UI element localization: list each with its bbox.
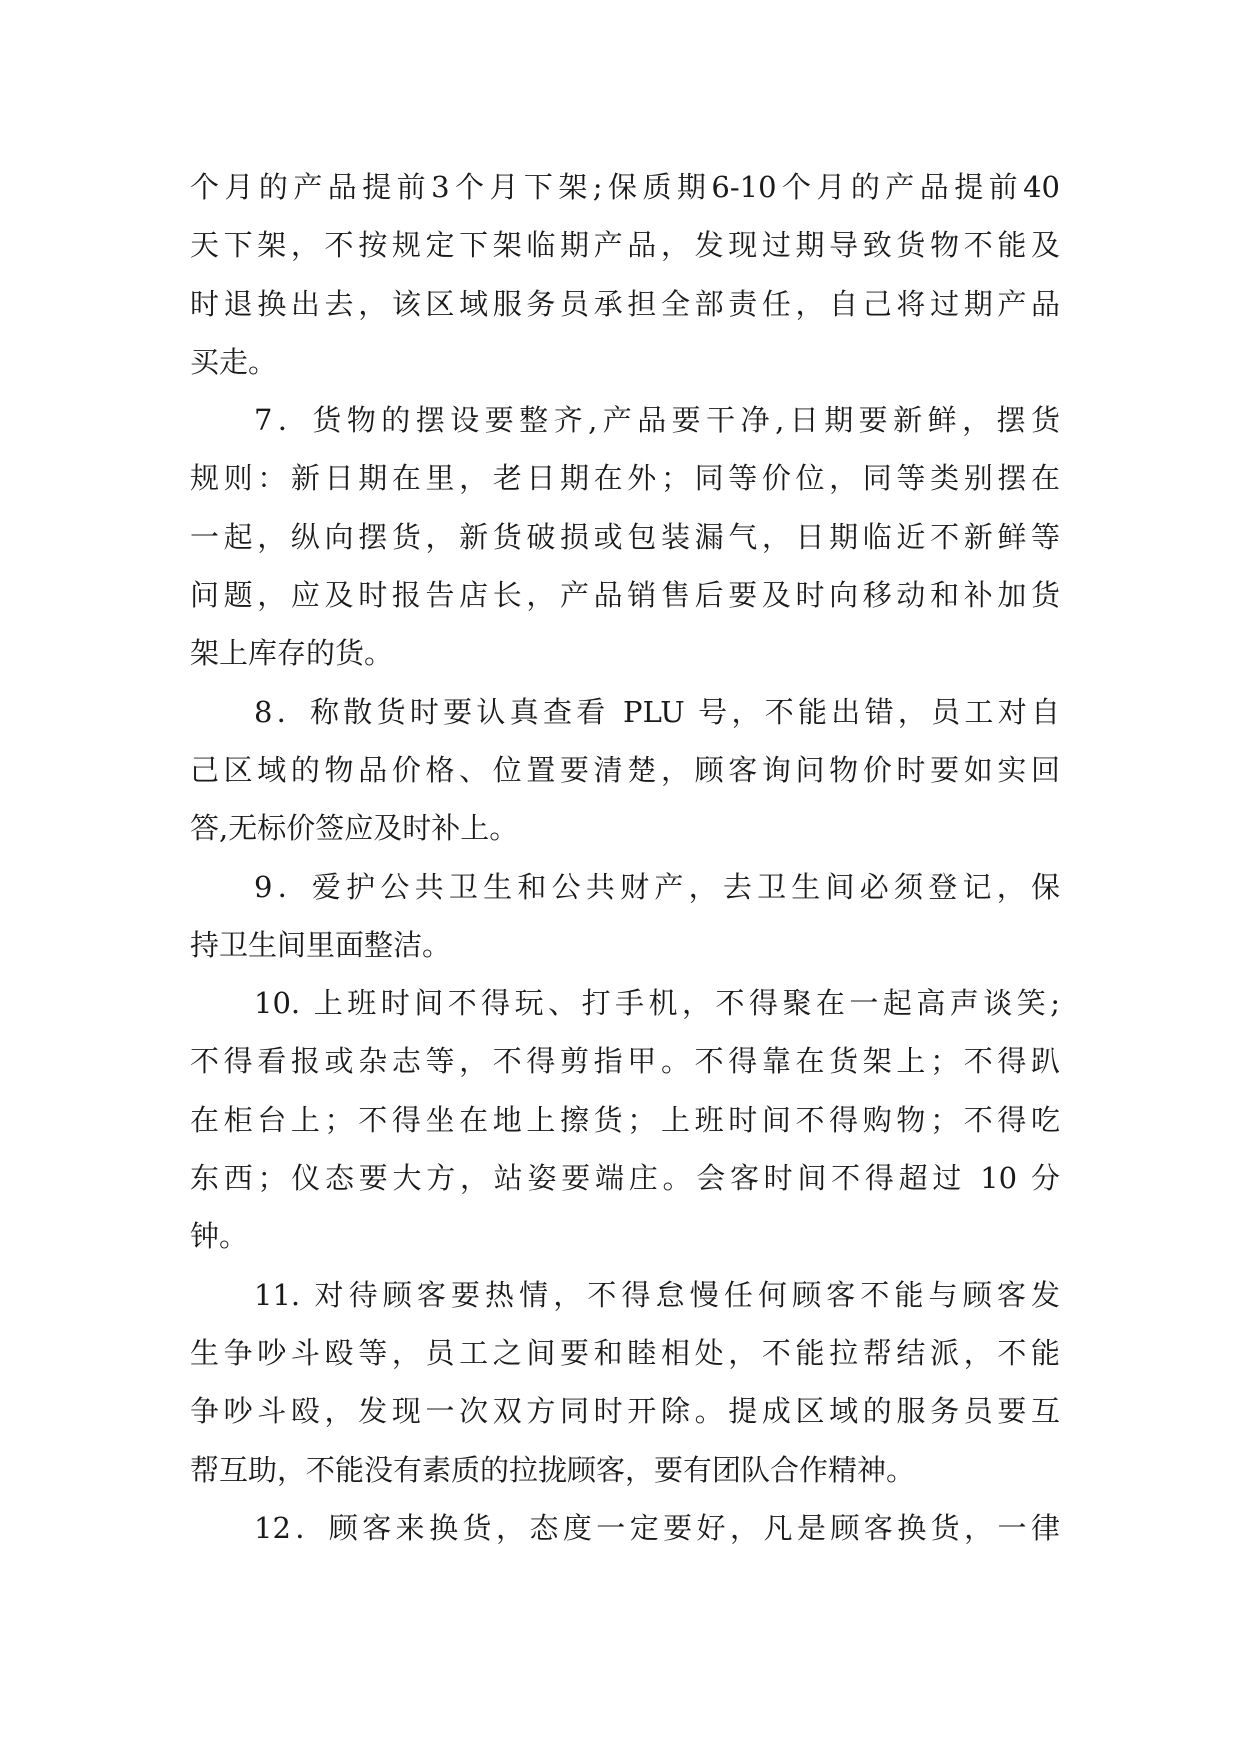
paragraph-10 (190, 974, 1060, 1265)
text-line: 不得看报或杂志等，不得剪指甲。不得靠在货架上；不得趴 (190, 1044, 1060, 1079)
text-line: 在柜台上；不得坐在地上擦货；上班时间不得购物；不得吃 (190, 1102, 1060, 1137)
text-line: 7．货物的摆设要整齐,产品要干净,日期要新鲜，摆货 (254, 403, 1060, 438)
text-line: 10. 上班时间不得玩、打手机，不得聚在一起高声谈笑; (254, 986, 1061, 1021)
text-line: 规则：新日期在里，老日期在外；同等价位，同等类别摆在 (190, 461, 1060, 496)
paragraph-7 (190, 391, 1060, 682)
text-line: 东西；仪态要大方，站姿要端庄。会客时间不得超过 10 分 (190, 1161, 1060, 1196)
text-line: 一起，纵向摆货，新货破损或包装漏气，日期临近不新鲜等 (190, 519, 1060, 554)
text-line: 生争吵斗殴等，员工之间要和睦相处，不能拉帮结派，不能 (190, 1335, 1060, 1370)
text-line: 时退换出去，该区域服务员承担全部责任，自己将过期产品 (190, 286, 1060, 321)
document-body (190, 158, 1060, 1557)
text-line: 9．爱护公共卫生和公共财产，去卫生间必须登记，保 (254, 869, 1060, 904)
text-line: 架上库存的货。 (190, 636, 394, 671)
text-line: 帮互助，不能没有素质的拉拢顾客，要有团队合作精神。 (190, 1452, 916, 1487)
text-line: 问题，应及时报告店长，产品销售后要及时向移动和补加货 (190, 578, 1060, 613)
text-line: 个月的产品提前3个月下架;保质期6-10个月的产品提前40 (190, 170, 1060, 204)
text-line: 买走。 (190, 344, 278, 379)
paragraph-12 (190, 1499, 1060, 1557)
text-line: 持卫生间里面整洁。 (190, 927, 452, 962)
text-line: 8．称散货时要认真查看 PLU 号，不能出错，员工对自 (254, 694, 1060, 729)
text-line: 天下架，不按规定下架临期产品，发现过期导致货物不能及 (190, 228, 1060, 263)
text-line: 己区域的物品价格、位置要清楚，顾客询问物价时要如实回 (190, 752, 1060, 787)
paragraph-8 (190, 683, 1060, 858)
paragraph-6-continued (190, 158, 1060, 391)
text-line: 11. 对待顾客要热情，不得怠慢任何顾客不能与顾客发 (254, 1277, 1060, 1312)
paragraph-11 (190, 1266, 1060, 1499)
text-line: 答,无标价签应及时补上。 (190, 811, 519, 846)
text-line: 钟。 (190, 1219, 249, 1254)
paragraph-9 (190, 858, 1060, 975)
text-line: 12．顾客来换货，态度一定要好，凡是顾客换货，一律 (254, 1510, 1060, 1545)
text-line: 争吵斗殴，发现一次双方同时开除。提成区域的服务员要互 (190, 1394, 1060, 1429)
